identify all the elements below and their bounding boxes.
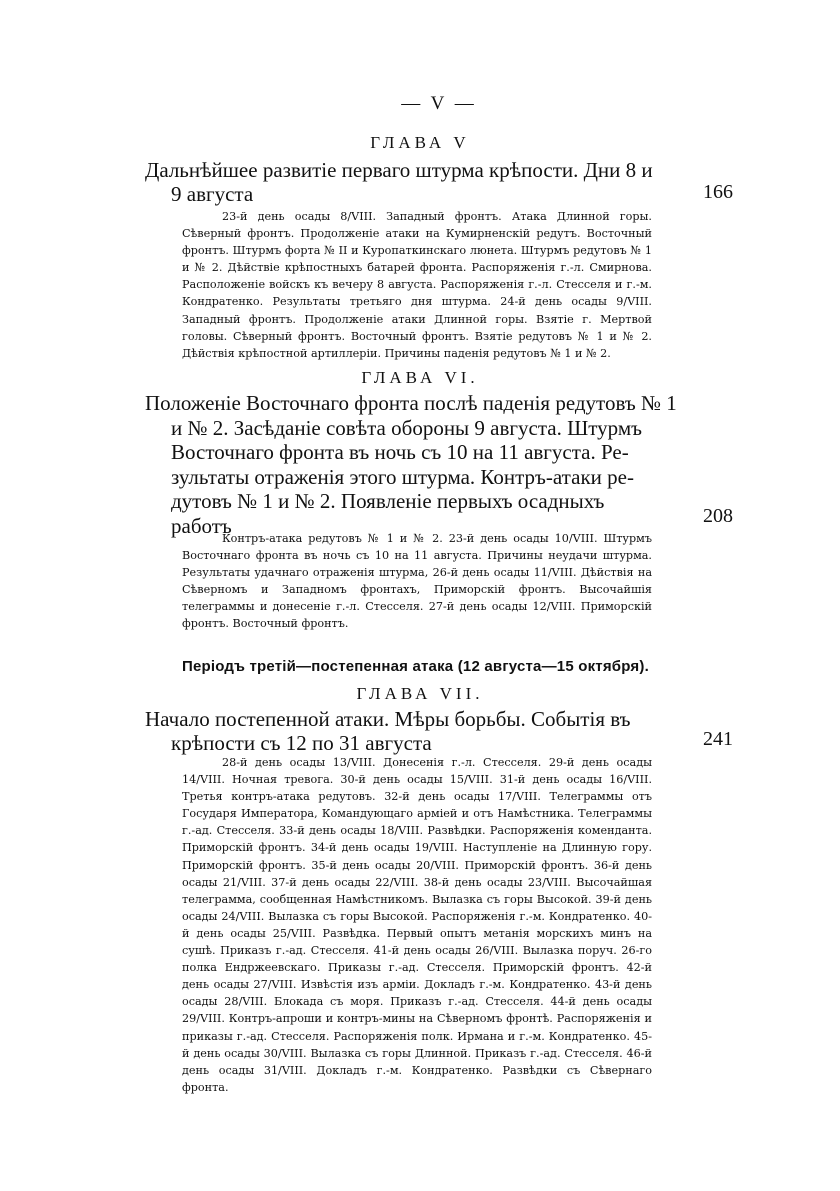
chapter-7-page-ref: 241 — [703, 728, 733, 750]
chapter-7-title-line: Начало постепенной атаки. Мѣры борьбы. Событія въ — [145, 707, 631, 731]
chapter-5-title — [145, 158, 653, 206]
chapter-6-heading: ГЛАВА VI. — [361, 368, 479, 387]
chapter-6-title-line: и № 2. Засѣданіе совѣта обороны 9 августа. Штурмъ — [171, 415, 643, 440]
period-heading: Періодъ третій—постепенная атака (12 августа—15 октября). — [182, 658, 649, 675]
chapter-7-title — [145, 707, 630, 755]
chapter-6-page-ref: 208 — [703, 505, 733, 527]
chapter-5-title-line: Дальнѣйшее развитіе перваго штурма крѣпости. Дни 8 и — [145, 158, 653, 182]
chapter-6-title-line: работъ — [171, 513, 232, 538]
chapter-5-summary: 23-й день осады 8/VIII. Западный фронтъ. Атака Длинной горы. Сѣверный фронтъ. Продолженіе атаки на Кумирненскій редутъ. Восточный фронтъ. Штурмъ форта № II и Куропаткинскаго люнета. Штурмъ редутовъ № 1 и № 2. Дѣйствіе крѣпостныхъ батарей фронта. Распоряженія г.-л. Смирнова. Расположеніе войскъ къ вечеру 8 августа. Распоряженія г.-л. Стесселя и г.-м. Кондратенко. Результаты третьяго дня штурма. 24-й день осады 9/VIII. Западный фронтъ. Продолженіе атаки Длинной горы. Взятіе г. Мертвой головы. Сѣверный фронтъ. Восточный фронтъ. Взятіе редутовъ № 1 и № 2. Дѣйствія крѣпостной артиллеріи. Причины паденія редутовъ № 1 и № 2. — [182, 210, 652, 360]
chapter-6-title-line: Восточнаго фронта въ ночь съ 10 на 11 августа. Ре- — [171, 440, 629, 464]
chapter-7-summary: 28-й день осады 13/VIII. Донесенія г.-л. Стесселя. 29-й день осады 14/VIII. Ночная тревога. 30-й день осады 15/VIII. 31-й день осады 16/VIII. Третья контръ-атака редутовъ. 32-й день осады 17/VIII. Телеграммы отъ Государя Императора, Командующаго арміей и отъ Намѣстника. Телеграммы г.-ад. Стесселя. 33-й день осады 18/VIII. Развѣдки. Распоряженія коменданта. Приморскій фронтъ. 34-й день осады 19/VIII. Наступленіе на Длинную гору. Приморскій фронтъ. 35-й день осады 20/VIII. Приморскій фронтъ. 36-й день осады 21/VIII. 37-й день осады 22/VIII. 38-й день осады 23/VIII. Высочайшая телеграмма, сообщенная Намѣстникомъ. Вылазка съ горы Высокой. 39-й день осады 24/VIII. Вылазка съ горы Высокой. Распоряженія г.-м. Кондратенко. 40-й день осады 25/VIII. Развѣдка. Первый опытъ метанія морскихъ минъ на сушѣ. Приказъ г.-ад. Стесселя. 41-й день осады 26/VIII. Вылазка поруч. 26-го полка Ендржеевскаго. Приказы г.-ад. Стесселя. Приморскій фронтъ. 42-й день осады 27/VIII. Извѣстія изъ арміи. Докладъ г.-м. Кондратенко. 43-й день осады 28/VIII. Блокада съ моря. Приказъ г.-ад. Стесселя. 44-й день осады 29/VIII. Контръ-апроши и контръ-мины на Сѣверномъ фронтѣ. Распоряженія и приказы г.-ад. Стесселя. Распоряженія полк. Ирмана и г.-м. Кондратенко. 45-й день осады 30/VIII. Вылазка съ горы Длинной. Приказъ г.-ад. Стесселя. 46-й день осады 31/VIII. Докладъ г.-м. Кондратенко. Развѣдки съ Сѣвернаго фронта. — [182, 756, 652, 1094]
chapter-7-heading: ГЛАВА VII. — [356, 684, 484, 703]
chapter-5-heading: ГЛАВА V — [370, 133, 470, 152]
chapter-6-title-line: дутовъ № 1 и № 2. Появленіе первыхъ осадныхъ — [171, 489, 605, 513]
chapter-5-page-ref: 166 — [703, 181, 733, 203]
chapter-6-title-line: зультаты отраженія этого штурма. Контръ-атаки ре- — [171, 464, 634, 489]
chapter-6-title-line: Положеніе Восточнаго фронта послѣ паденія редутовъ № 1 — [145, 391, 677, 415]
page-number: — V — — [401, 93, 477, 114]
chapter-5-title-line: 9 августа — [171, 182, 254, 206]
chapter-6-summary: Контръ-атака редутовъ № 1 и № 2. 23-й день осады 10/VIII. Штурмъ Восточнаго фронта въ ночь съ 10 на 11 августа. Причины неудачи штурма. Результаты удачнаго отраженія штурма, 26-й день осады 11/VIII. Дѣйствія на Сѣверномъ и Западномъ фронтахъ, Приморскій фронтъ. Высочайшія телеграммы и донесеніе г.-л. Стесселя. 27-й день осады 12/VIII. Приморскій фронтъ. Восточный фронтъ. — [182, 532, 652, 631]
chapter-7-title-line: крѣпости съ 12 по 31 августа — [171, 731, 432, 755]
chapter-6-title — [145, 391, 677, 538]
